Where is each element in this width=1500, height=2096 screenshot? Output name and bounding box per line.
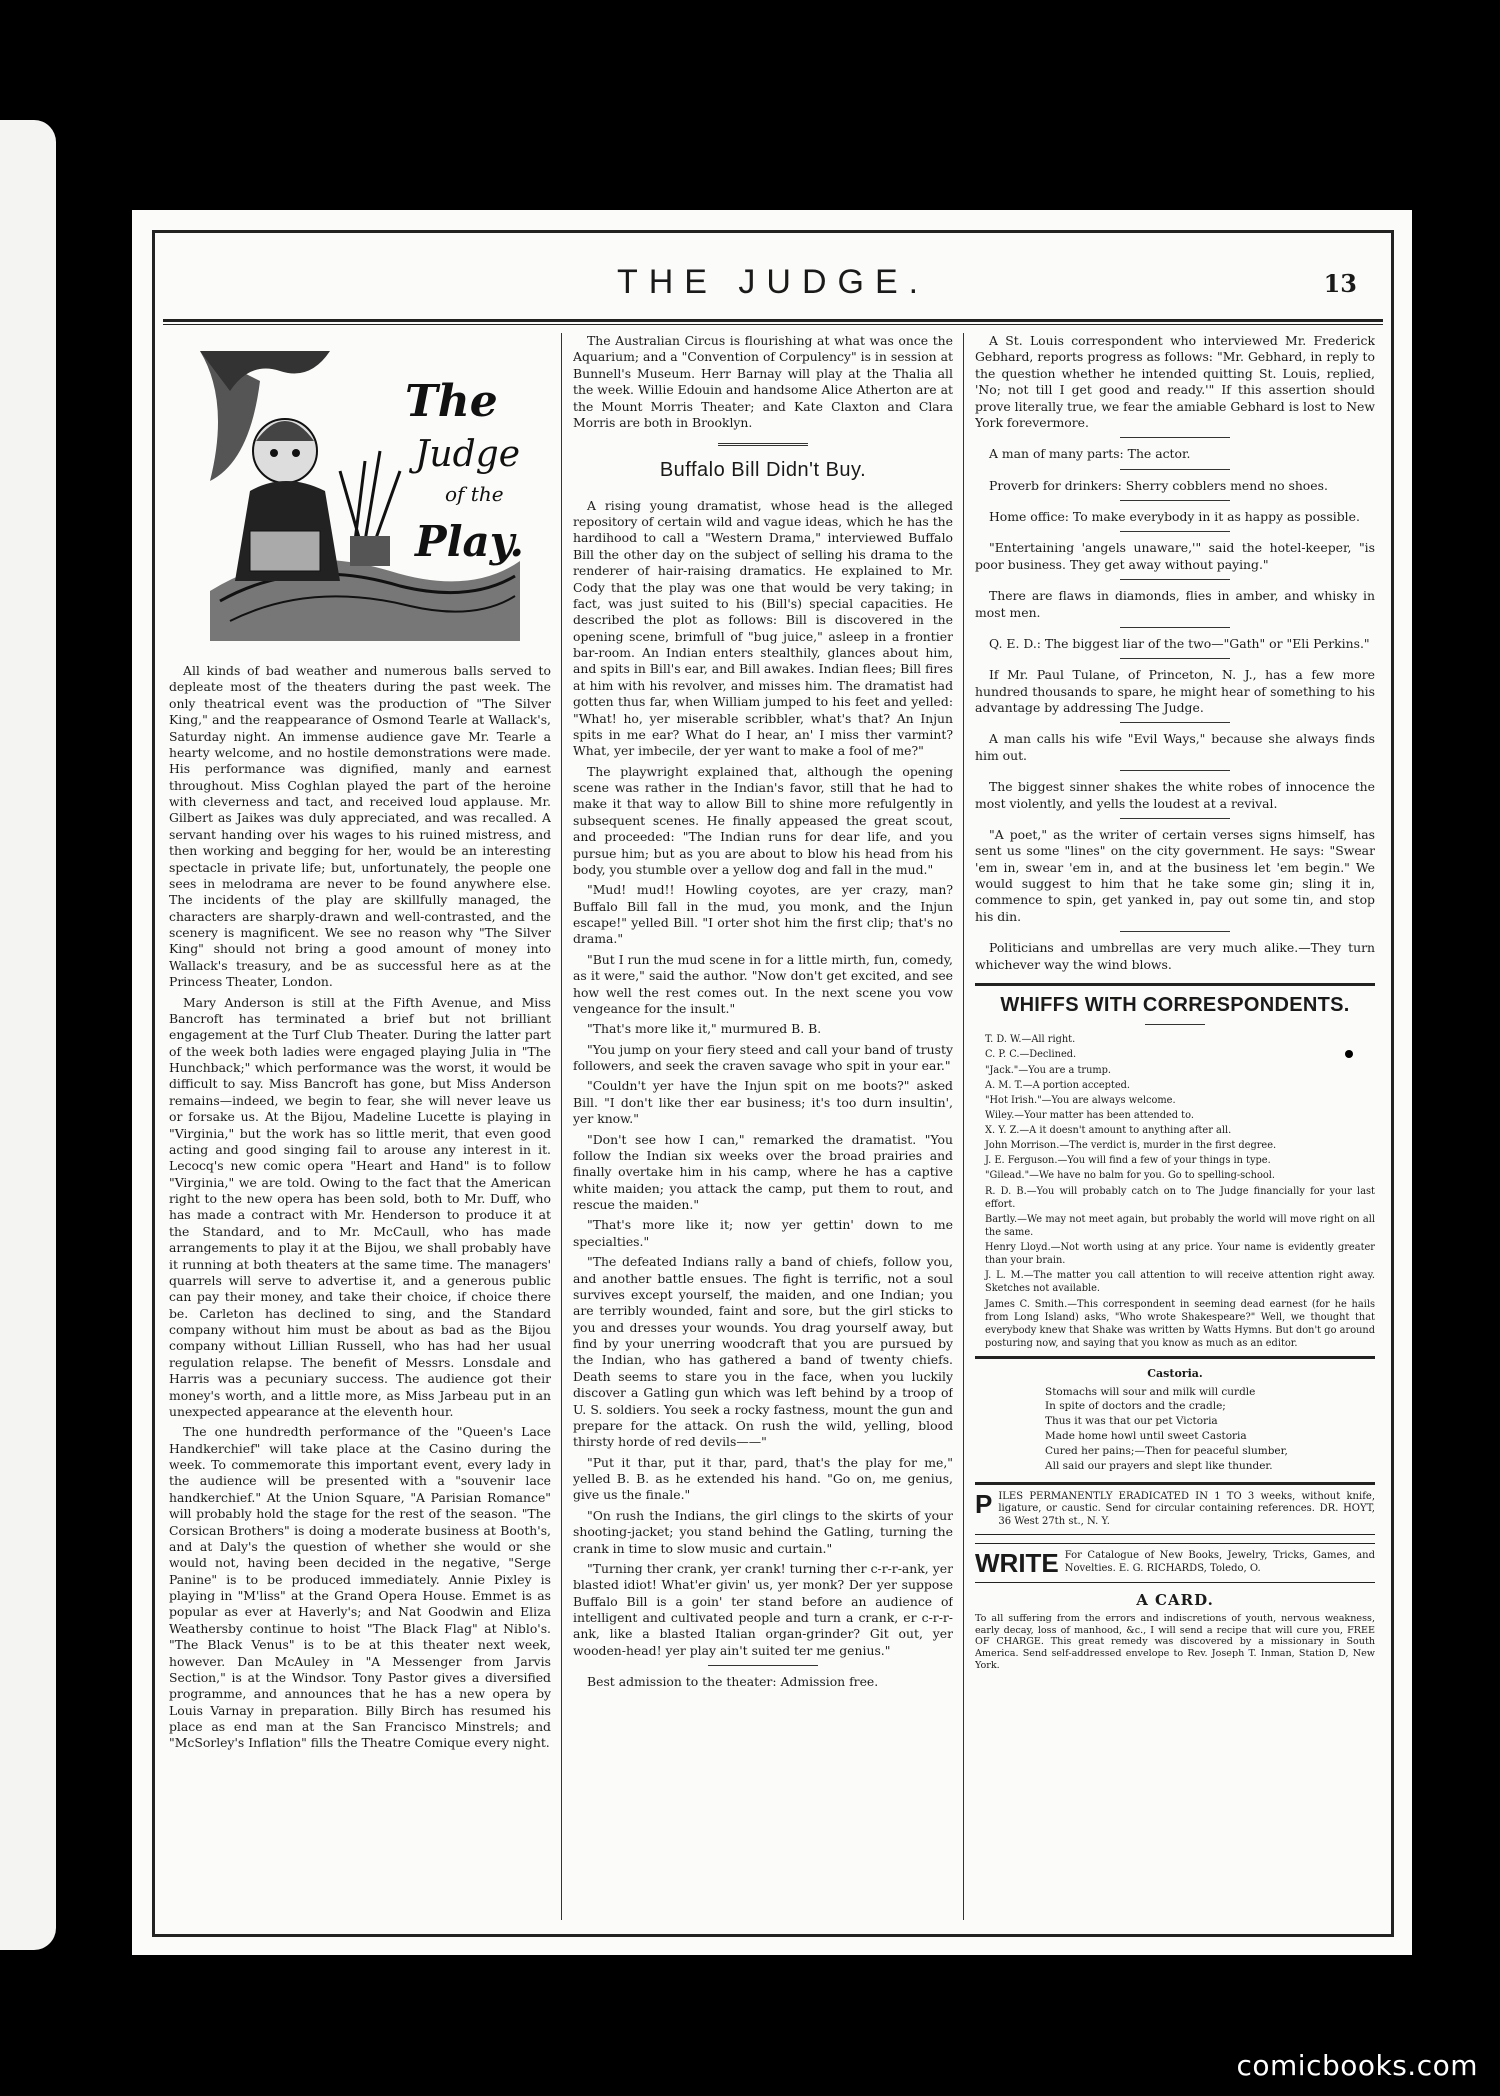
poem-line: Thus it was that our pet Victoria [1045,1415,1218,1428]
paragraph: "A poet," as the writer of certain verses signs himself, has sent us some "lines" on the city government. He says: "Swear 'em in, swear 'em in, and at the business let 'em begin." We would suggest to him that he take some gin; sling it in, commence to spin, get yanked in, pay out some tin, and stop his din. [975,826,1375,924]
masthead-rule-thin [163,324,1383,325]
paragraph: There are flaws in diamonds, flies in amber, and whisky in most men. [975,588,1375,620]
masthead-title: THE JUDGE. [616,263,930,301]
poem-line: In spite of doctors and the cradle; [1045,1400,1226,1413]
poem-line: Cured her pains;—Then for peaceful slumber, [1045,1444,1288,1457]
previous-page-edge [0,120,56,1950]
page-number: 13 [1323,269,1357,298]
correspondent-note: C. P. C.—Declined. [985,1049,1077,1061]
paragraph: Politicians and umbrellas are very much alike.—They turn whichever way the wind blows. [975,940,1375,972]
paragraph: "That's more like it," murmured B. B. [587,1021,822,1037]
poem-line: Stomachs will sour and milk will curdle [1045,1385,1256,1398]
section-rule [975,1356,1375,1359]
correspondent-note: A. M. T.—A portion accepted. [985,1079,1131,1091]
newspaper-page [132,210,1412,1955]
paragraph: "You jump on your fiery steed and call your band of trusty followers, and seek the craven savage who spit in your ear." [573,1041,953,1074]
paragraph: Proverb for drinkers: Sherry cobblers mend no shoes. [989,477,1328,493]
page-frame [152,230,1394,1937]
ad-text: For Catalogue of New Books, Jewelry, Tricks, Games, and Novelties. E. G. RICHARDS, Toledo, O. [1064,1550,1375,1574]
svg-text:of the: of the [445,482,504,506]
article-title: Buffalo Bill Didn't Buy. [659,459,867,482]
judge-of-the-play-illustration [190,341,530,651]
paragraph: A rising young dramatist, whose head is the alleged repository of certain wild and vague ideas, which he has the hardihood to call a "Western Drama," interviewed Buffalo Bill the other day on the subject of selling his drama to the renderer of hair-raising dramatics. He explained to Mr. Cody that the play was one that would be very taking; in fact, was just suited to his (Bill's) special capacities. He described the plot as follows: Bill is discovered in the opening scene, brimfull of "bug juice," asleep in a frontier bar-room. An Indian enters stealthily, glances about him, and spits in Bill's ear, and Bill awakes. Indian flees; Bill fires at him with his revolver, and misses him. The dramatist had gotten thus far, when William jumped to his feet and yelled: "What! ho, yer miserable scribbler, what's that? An Injun spits in me ear? What do I hear, an' I miss ther varmint? What, yer imbecile, der yer want to make a fool of me?" [573,497,953,759]
paragraph: A man calls his wife "Evil Ways," because she always finds him out. [975,731,1375,763]
ad-text: ILES PERMANENTLY ERADICATED IN 1 TO 3 weeks, without knife, ligature, or caustic. Send for circular containing references. DR. HOYT, 36 West 27th st., N. Y. [998,1490,1375,1527]
paragraph: "But I run the mud scene in for a little mirth, fun, comedy, as it were," said the author. "Now don't get excited, and see how well the rest comes out. In the next scene you vow vengeance for the insult." [573,951,953,1016]
paragraph: Q. E. D.: The biggest liar of the two—"Gath" or "Eli Perkins." [989,635,1370,651]
paragraph: Mary Anderson is still at the Fifth Avenue, and Miss Bancroft has terminated a brief but not brilliant engagement at the Turf Club Theater. During the latter part of the week both ladies were engaged playing Julia in "The Hunchback;" which performance was the worst, it would be difficult to say. Miss Bancroft has gone, but Miss Anderson remains—indeed, we begin to fear, she will never leave us or forsake us. At the Bijou, Madeline Lucette is playing in "Virginia," but the work has so little merit, that even good acting and good singing fail to arouse any interest in it. Lecocq's new comic opera "Heart and Hand" is to follow "Virginia," we are told. Owing to the fact that the American right to the new opera has been sold, both to Mr. Duff, who has made a contract with Mr. Henderson to produce it at the Standard, and to Mr. McCaull, who has made arrangements to play it at the Bijou, we shall probably have it running at both theaters at the same time. The managers' quarrels will serve to advertise it, and a generous public can pay their money, and take their choice, if choice there be. Carleton has declined to sing, and the Standard company without him must be about as bad as the Bijou company without Lillian Russell, who has had her usual regulation relapse. The benefit of Messrs. Lonsdale and Harris was a pecuniary success. The audience got their money's worth, and a little more, as Miss Jarbeau put in an unexpected appearance at the eleventh hour. [169,994,551,1419]
paragraph: All kinds of bad weather and numerous balls served to depleate most of the theaters during the past week. The only theatrical event was the production of "The Silver King," and the reappearance of Osmond Tearle at Wallack's, Saturday night. An immense audience gave Mr. Tearle a hearty welcome, and no hostile demonstrations were made. His performance was dignified, manly and earnest throughout. Miss Coghlan played the part of the heroine with cleverness and tact, and received loud applause. Mr. Gilbert as Jaikes was duly appreciated, and was recalled. A servant handing over his wages to his ruined mistress, and then working and begging for her, would be an interesting spectacle in private life; but, unfortunately, the people one sees in melodrama are never to be found anywhere else. The incidents of the play are skillfully managed, the characters are sharply-drawn and well-contrasted, and the scenery is magnificent. We see no reason why "The Silver King" should not bring a good amount of money into Wallack's treasury, and be as successful here as at the Princess Theater, London. [169,663,551,990]
correspondent-note: Wiley.—Your matter has been attended to. [985,1109,1194,1121]
svg-text:The: The [405,376,498,427]
paragraph: "Entertaining 'angels unaware,'" said the hotel-keeper, "is poor business. They get away without paying." [975,540,1375,572]
card-title: A CARD. [1136,1591,1214,1610]
item-divider [1120,818,1230,819]
correspondent-note: J. L. M.—The matter you call attention to will receive attention right away. Sketches not available. [985,1270,1375,1295]
paragraph: "The defeated Indians rally a band of chiefs, follow you, and another battle ensues. The fight is terrific, not a soul survives except yourself, the maiden, and one Indian; you are terribly wounded, faint and sore, but the girl sticks to you and dresses your wounds. You drag yourself away, but find by your unerring woodcraft that you are pursued by the Indian, who has gathered a band of twenty chiefs. Death seems to stare you in the face, when you luckily discover a Gatling gun which was left behind by a troop of U. S. soldiers. You seek a rocky fastness, mount the gun and prepare for the attack. On rush the wild, yelling, blood thirsty horde of red devils——" [573,1254,953,1450]
section-divider [708,1665,818,1666]
paragraph: "That's more like it; now yer gettin' down to me specialties." [573,1217,953,1249]
advertisement-write [975,1543,1375,1583]
correspondent-note: T. D. W.—All right. [985,1034,1076,1046]
poem-title: Castoria. [1147,1367,1203,1381]
svg-text:Play.: Play. [415,517,524,566]
item-divider [1120,658,1230,659]
svg-text:Judge: Judge [415,434,521,475]
column-theater-review [169,333,551,1920]
masthead-rule [163,319,1383,322]
advertisement-piles [975,1482,1375,1536]
paragraph: "Couldn't yer have the Injun spit on me boots?" asked Bill. "I don't like ther ear business; it's too durn insultin', yer know." [573,1078,953,1127]
paragraph: The one hundredth performance of the "Queen's Lace Handkerchief" will take place at the Casino during the week. To commemorate this important event, every lady in the audience will be presented with a "souvenir lace handkerchief." At the Union Square, "A Parisian Romance" will probably hold the stage for the rest of the season. "The Corsican Brothers" is doing a moderate business at Booth's, and at Daly's the question of whether she would or she would not, having been decided in the negative, "Serge Panine" is to be produced immediately. Annie Pixley is playing in "M'liss" at the Grand Opera House. Emmet is as popular as ever at Haverly's; and Nat Goodwin and Eliza Weathersby continue to hoist "The Black Flag" at Niblo's. "The Black Venus" is to be at this theater next week, however. Dan McAuley in "A Messenger from Jarvis Section," is at the Windsor. Tony Pastor gives a diversified programme, and announces that he has a new opera by Louis Varnay in preparation. Billy Birch has resumed his place as end man at the San Francisco Minstrels; and "McSorley's Inflation" fills the Theatre Comique every night. [169,1424,551,1751]
correspondent-note: R. D. B.—You will probably catch on to The Judge financially for your last effort. [985,1185,1375,1210]
paragraph: The playwright explained that, although the opening scene was rather in the Indian's favor, still that he had to make it that way to allow Bill to shine more refulgently in subsequent scenes. He finally appeased the great scout, and proceeded: "The Indian runs for dear life, and you pursue him; but as you are about to blow his head from his body, you stumble over a yellow dog and fall in the mud." [573,763,953,877]
section-divider [1145,1024,1205,1025]
column-divider [963,333,964,1920]
item-divider [1120,627,1230,628]
correspondent-note: "Jack."—You are a trump. [985,1064,1112,1076]
poem-line: All said our prayers and slept like thunder. [1045,1459,1273,1472]
poem-line: Made home howl until sweet Castoria [1045,1430,1247,1443]
correspondent-note: "Hot Irish."—You are always welcome. [985,1094,1176,1106]
item-divider [1120,770,1230,771]
section-rule [975,983,1375,986]
card-text: To all suffering from the errors and indiscretions of youth, nervous weakness, early decay, loss of manhood, &c., I will send a recipe that will cure you, FREE OF CHARGE. This great remedy was discovered by a missionary in South America. Send self-addressed envelope to Rev. Joseph T. Inman, Station D, New York. [975,1612,1375,1671]
item-divider [1120,437,1230,438]
paragraph: If Mr. Paul Tulane, of Princeton, N. J., has a few more hundred thousands to spare, he might hear of something to his advantage by addressing The Judge. [975,667,1375,715]
correspondent-note: Henry Lloyd.—Not worth using at any price. Your name is evidently greater than your brain. [985,1242,1375,1267]
item-divider [1120,500,1230,501]
item-divider [1120,531,1230,532]
paragraph: "Don't see how I can," remarked the dramatist. "You follow the Indian six weeks over the broad prairies and finally overtake him in his camp, where he has a captive white maiden; you attack the camp, put them to rout, and rescue the maiden." [573,1131,953,1213]
item-divider [1120,722,1230,723]
ink-speck [1345,1050,1353,1058]
correspondent-note: J. E. Ferguson.—You will find a few of your things in type. [985,1155,1271,1167]
paragraph: "Put it thar, put it thar, pard, that's the play for me," yelled B. B. as he extended his hand. "Go on, me genius, give us the finale." [573,1454,953,1503]
whiffs-heading: WHIFFS WITH CORRESPONDENTS. [1000,993,1350,1016]
correspondent-note: John Morrison.—The verdict is, murder in the first degree. [985,1140,1277,1152]
ad-initial: P [975,1488,993,1519]
correspondent-note: X. Y. Z.—A it doesn't amount to anything after all. [985,1125,1232,1137]
item-divider [1120,579,1230,580]
paragraph: "On rush the Indians, the girl clings to the skirts of your shooting-jacket; you stand behind the Gatling, turning the crank in time to slow music and curtain." [573,1507,953,1556]
paragraph: Home office: To make everybody in it as happy as possible. [989,509,1360,524]
correspondent-note: "Gilead."—We have no balm for you. Go to spelling-school. [985,1170,1276,1182]
watermark-credit: comicbooks.com [1236,2049,1478,2082]
ad-initial: WRITE [975,1548,1059,1579]
correspondent-note: Bartly.—We may not meet again, but probably the world will move right on all the same. [985,1213,1375,1238]
paragraph: A man of many parts: The actor. [989,446,1191,462]
item-divider [1120,931,1230,932]
closing-line: Best admission to the theater: Admission free. [587,1674,879,1690]
column-divider [561,333,562,1920]
paragraph: The biggest sinner shakes the white robes of innocence the most violently, and yells the loudest at a revival. [975,779,1375,811]
column-paragraphs [975,333,1375,1920]
item-divider [1120,469,1230,470]
paragraph: "Mud! mud!! Howling coyotes, are yer crazy, man? Buffalo Bill fall in the mud, you monk, and the Injun escape!" yelled Bill. "I orter shot him the first clip; that's no drama." [573,882,953,947]
section-divider [718,443,808,449]
column-buffalo-bill [573,333,953,1920]
paragraph: A St. Louis correspondent who interviewed Mr. Frederick Gebhard, reports progress as follows: "Mr. Gebhard, in reply to the question whether he intended quitting St. Louis, replied, 'No; not till I get good and ready.'" If this assertion should prove literally true, we fear the amiable Gebhard is lost to New York forevermore. [975,333,1375,430]
paragraph: "Turning ther crank, yer crank! turning ther c-r-r-ank, yer blasted idiot! What'er givin' us, yer monk? Der yer suppose Buffalo Bill is a goin' ter stand before an audience of intelligent and cultivated people and turn a crank, er c-r-r-ank, like a blasted Italian organ-grinder? Git out, yer wooden-head! yer play ain't suited ter me genius." [573,1560,953,1658]
paragraph: The Australian Circus is flourishing at what was once the Aquarium; and a "Convention of Corpulency" is in session at Bunnell's Museum. Herr Barnay will play at the Thalia all the week. Willie Edouin and handsome Alice Atherton are at the Mount Morris Theater; and Kate Claxton and Clara Morris are both in Brooklyn. [573,333,953,430]
correspondent-note: James C. Smith.—This correspondent in seeming dead earnest (for he hails from Long Island) asks, "Who wrote Shakespeare?" Well, we thought that everybody knew that Shake was written by Watts Hymns. But don't go around posturing now, and saying that you know as much as an editor. [985,1298,1375,1349]
